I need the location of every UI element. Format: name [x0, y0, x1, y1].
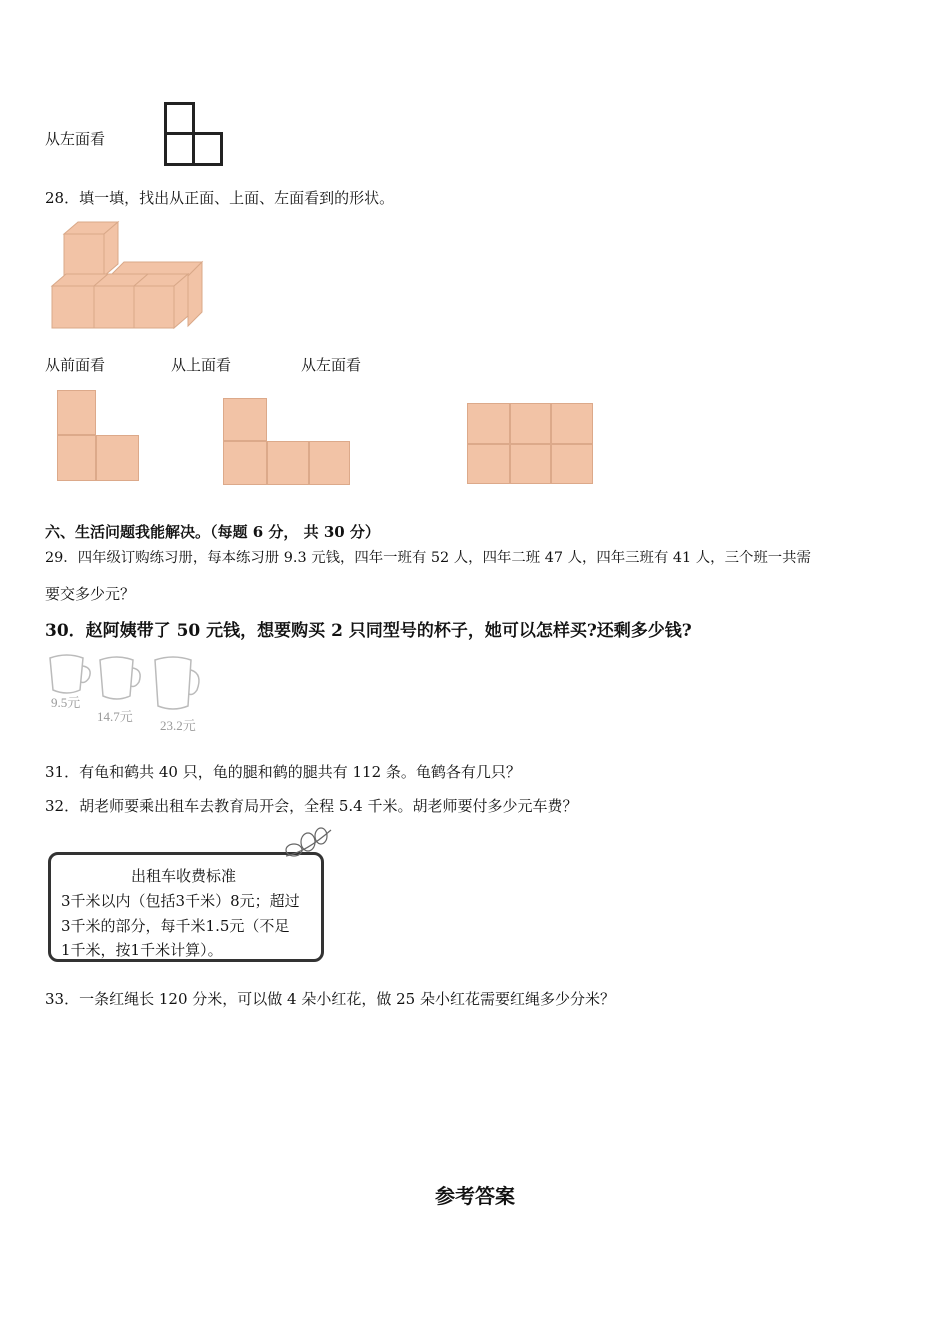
fee-title: 出租车收费标准	[131, 867, 237, 885]
square	[467, 444, 510, 484]
q28-label-top: 从上面看	[171, 356, 232, 374]
leaf-decoration-icon	[276, 826, 336, 862]
q29-line1: 29．四年级订购练习册，每本练习册 9.3 元钱，四年一班有 52 人，四年二班 47 人，四年三班有 41 人，三个班一共需	[45, 550, 811, 566]
outline-square	[164, 132, 195, 166]
square	[510, 403, 551, 444]
square	[551, 403, 593, 444]
section-6-title: 六、生活问题我能解决。（每题 6 分， 共 30 分）	[45, 523, 380, 541]
cups-figure	[45, 650, 215, 732]
square	[309, 441, 350, 485]
q33-text: 33．一条红绳长 120 分米，可以做 4 朵小红花，做 25 朵小红花需要红绳多少分米？	[45, 990, 615, 1008]
square	[551, 444, 593, 484]
square	[96, 435, 139, 481]
fee-line-1: 3千米以内（包括3千米）8元；超过	[61, 892, 300, 910]
outline-square	[192, 132, 223, 166]
square	[223, 441, 267, 485]
left-view-figure	[467, 403, 594, 485]
q28-label-front: 从前面看	[45, 356, 106, 374]
top-view-figure	[223, 398, 351, 486]
fee-line-3: 1千米，按1千米计算）。	[61, 941, 223, 959]
cup-price-3: 23.2元	[160, 718, 196, 733]
q31-text: 31．有龟和鹤共 40 只，龟的腿和鹤的腿共有 112 条。龟鹤各有几只？	[45, 763, 521, 781]
q28-label-left: 从左面看	[301, 356, 362, 374]
taxi-fee-card	[48, 852, 324, 962]
fee-line-2: 3千米的部分，每千米1.5元（不足	[61, 917, 290, 935]
square	[223, 398, 267, 441]
q29-line2: 要交多少元？	[45, 585, 136, 603]
answers-title: 参考答案	[435, 1184, 515, 1208]
q27-left-view-figure	[164, 102, 226, 166]
square	[467, 403, 510, 444]
square	[57, 435, 96, 481]
q30-text: 30．赵阿姨带了 50 元钱，想要购买 2 只同型号的杯子，她可以怎样买?还剩多少钱?	[45, 621, 692, 641]
cup-price-2: 14.7元	[97, 709, 133, 724]
q28-text: 28．填一填，找出从正面、上面、左面看到的形状。	[45, 189, 395, 207]
cube-stack-drawing	[50, 220, 205, 332]
front-view-figure	[57, 390, 141, 483]
q27-view-label: 从左面看	[45, 130, 106, 148]
q32-text: 32．胡老师要乘出租车去教育局开会，全程 5.4 千米。胡老师要付多少元车费？	[45, 797, 578, 815]
square	[57, 390, 96, 435]
square	[510, 444, 551, 484]
square	[267, 441, 309, 485]
outline-square	[164, 102, 195, 135]
q28-cube-figure	[50, 220, 205, 332]
cup-price-1: 9.5元	[51, 695, 81, 710]
